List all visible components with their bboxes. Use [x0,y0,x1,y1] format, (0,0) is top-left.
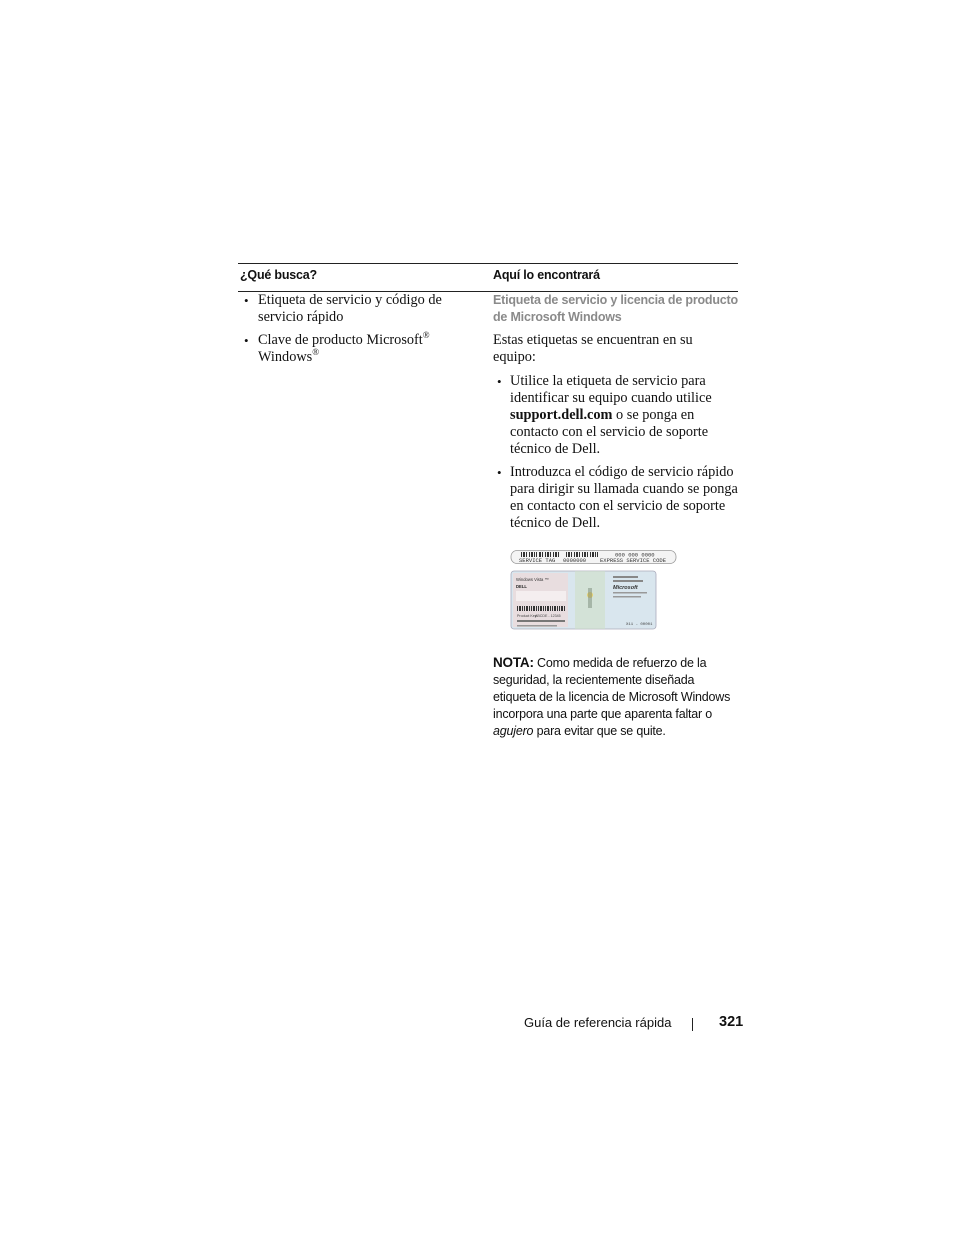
list-item: • Etiqueta de servicio y código de servicio rápido [238,292,458,326]
list-item: • Introduzca el código de servicio rápido para dirigir su llamada cuando se ponga en contacto con el servicio de soporte técnico de Dell. [493,464,738,532]
note-block: NOTA: Como medida de refuerzo de la seguridad, la recientemente diseñada etiqueta de la licencia de Microsoft Windows incorpora una parte que aparenta faltar o agujero para evitar que se quite. [493,655,731,738]
coa-code-text: X11 - 00001 [626,623,653,627]
right-column [493,292,738,740]
product-key-value: ABCDE - 12345 [535,614,561,618]
note-heading: NOTA: [493,655,534,670]
info-table [238,263,738,738]
coa-product-text: Windows Vista ™ [516,577,549,582]
footer-title: Guía de referencia rápida [524,1015,672,1030]
coa-barcode-icon [517,606,565,611]
list-item: • Clave de producto Microsoft® Windows® [238,332,458,366]
service-tag-value: 0000000 [563,557,587,564]
microsoft-logo-icon: Microsoft [613,585,638,591]
labels-image [493,550,738,632]
list-item: • Utilice la etiqueta de servicio para identificar su equipo cuando utilice support.dell.com o se ponga en contacto con el servicio de soporte técnico de Dell. [493,373,738,458]
support-link[interactable]: support.dell.com [510,407,613,423]
dell-logo-icon: DELL [516,584,527,589]
service-tag-text: SERVICE TAG [519,557,556,564]
table-header-row [238,264,738,291]
product-key-label: Product Key [517,614,537,618]
express-service-label: EXPRESS SERVICE CODE [600,557,667,564]
page-number: 321 [719,1014,744,1030]
col1-header: ¿Qué busca? [240,268,317,282]
footer-separator [692,1018,693,1031]
section-title: Etiqueta de servicio y licencia de producto de Microsoft Windows [493,293,738,324]
labels-illustration [493,550,738,632]
col2-header: Aquí lo encontrará [493,268,600,282]
express-service-value: 000 000 0000 [615,551,655,559]
left-column [238,292,458,372]
intro-text: Estas etiquetas se encuentran en su equipo: [493,332,693,365]
